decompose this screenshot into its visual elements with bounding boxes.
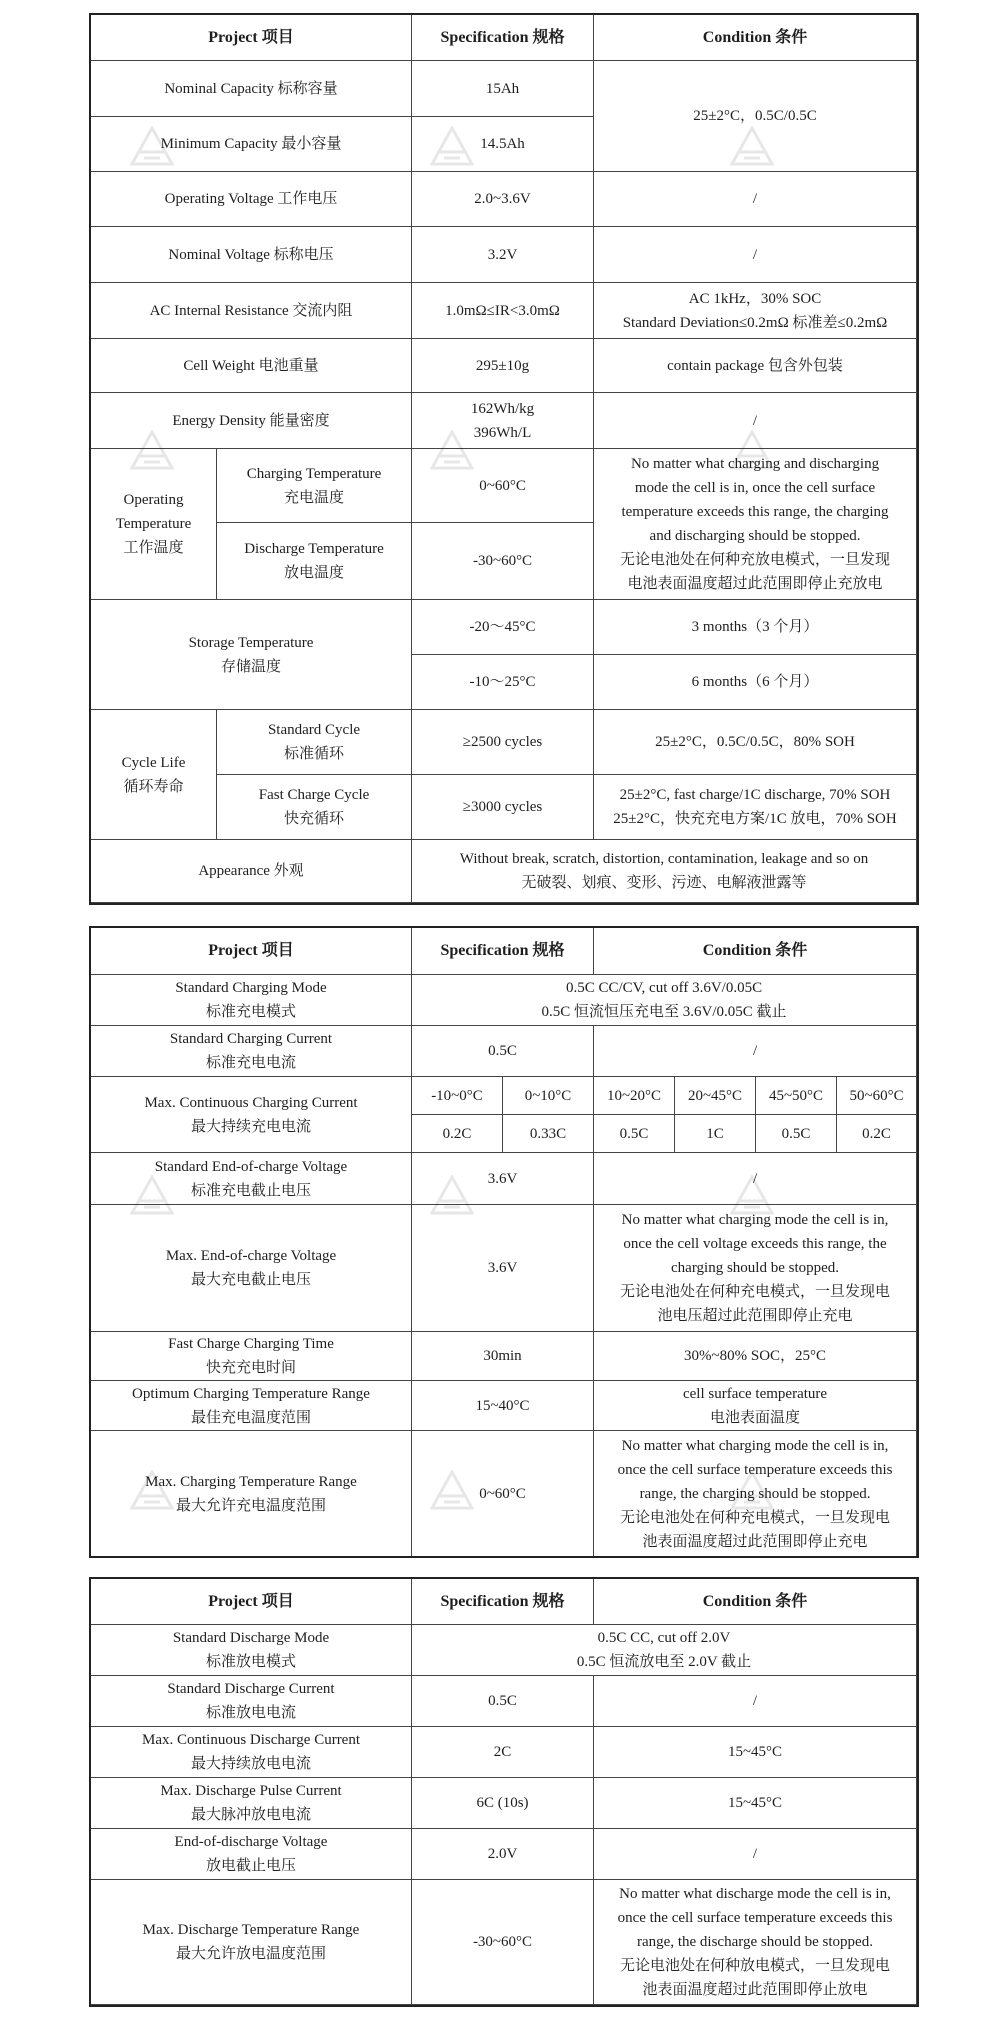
ac-resistance-spec: 1.0mΩ≤IR<3.0mΩ — [412, 283, 594, 339]
ac-resistance-condition-line: Standard Deviation≤0.2mΩ 标准差≤0.2mΩ — [622, 314, 888, 331]
std-eoc-voltage-spec: 3.6V — [412, 1153, 594, 1205]
std-charging-current-spec: 0.5C — [412, 1026, 594, 1077]
std-discharge-current-line: 标准放电电流 — [205, 1705, 296, 1721]
max-charging-temp-condition-line: No matter what charging mode the cell is in, — [621, 1438, 889, 1454]
fast-charge-time-label — [91, 1332, 412, 1381]
ac-resistance-label: AC Internal Resistance 交流内阻 — [91, 283, 412, 339]
optimum-charging-temp-condition-line: 电池表面温度 — [710, 1409, 801, 1426]
nominal-capacity-label: Nominal Capacity 标称容量 — [91, 61, 412, 117]
header-project: Project 项目 — [91, 1579, 412, 1625]
table-row — [91, 1205, 917, 1332]
charging-temperature-label — [217, 449, 412, 523]
fast-charge-time-line: Fast Charge Charging Time — [168, 1336, 334, 1352]
operating-temperature-group-line: 工作温度 — [123, 540, 184, 556]
header-specification: Specification 规格 — [412, 928, 594, 975]
operating-temperature-condition-line: mode the cell is in, once the cell surface — [634, 480, 876, 496]
header-condition: Condition 条件 — [594, 928, 917, 975]
appearance-spec-line: 无破裂、划痕、变形、污迹、电解液泄露等 — [521, 875, 807, 891]
fast-charge-cycle-line: 快充循环 — [284, 811, 345, 827]
std-discharge-mode-spec-line: 0.5C 恒流放电至 2.0V 截止 — [576, 1654, 752, 1670]
charging-rate-cell: 1C — [675, 1115, 756, 1153]
charging-range-cell: 50~60°C — [837, 1077, 917, 1115]
table-row — [91, 283, 917, 339]
optimum-charging-temp-line: 最佳充电温度范围 — [190, 1409, 311, 1426]
appearance-spec-line: Without break, scratch, distortion, contamination, leakage and so on — [459, 851, 869, 867]
std-charging-current-condition: / — [594, 1026, 917, 1077]
ac-resistance-condition — [594, 283, 917, 339]
nominal-voltage-condition: / — [594, 227, 917, 283]
max-charging-temp-condition-line: once the cell surface temperature exceeds this — [617, 1462, 893, 1478]
max-eoc-voltage-condition — [594, 1205, 917, 1332]
optimum-charging-temp-condition-line: cell surface temperature — [682, 1385, 828, 1402]
discharge-temperature-label — [217, 523, 412, 600]
max-cont-discharge-condition: 15~45°C — [594, 1727, 917, 1778]
eod-voltage-condition: / — [594, 1829, 917, 1880]
ac-resistance-condition-line: AC 1kHz，30% SOC — [688, 290, 822, 307]
minimum-capacity-spec: 14.5Ah — [412, 117, 594, 172]
standard-cycle-condition: 25±2°C，0.5C/0.5C，80% SOH — [594, 710, 917, 775]
std-charging-mode-line: Standard Charging Mode — [175, 980, 327, 996]
table-row — [91, 1332, 917, 1381]
max-discharge-temp-line: Max. Discharge Temperature Range — [142, 1922, 360, 1938]
header-condition: Condition 条件 — [594, 15, 917, 61]
std-discharge-current-line: Standard Discharge Current — [167, 1681, 335, 1697]
std-discharge-mode-label — [91, 1625, 412, 1676]
fast-charge-time-condition: 30%~80% SOC，25°C — [594, 1332, 917, 1381]
max-charging-temp-condition-line: range, the charging should be stopped. — [639, 1486, 871, 1502]
header-project: Project 项目 — [91, 928, 412, 975]
max-eoc-voltage-label — [91, 1205, 412, 1332]
table-row — [91, 710, 917, 775]
energy-density-spec-line: 396Wh/L — [473, 424, 532, 441]
charging-rate-cell: 0.33C — [503, 1115, 594, 1153]
table-row — [91, 1625, 917, 1676]
table-header-row — [91, 15, 917, 61]
max-eoc-voltage-condition-line: charging should be stopped. — [671, 1260, 840, 1276]
standard-cycle-line: 标准循环 — [284, 746, 345, 762]
operating-temperature-group — [91, 449, 217, 600]
max-charging-temp-label — [91, 1431, 412, 1558]
storage-temperature-label — [91, 600, 412, 710]
optimum-charging-temp-line: Optimum Charging Temperature Range — [132, 1385, 370, 1402]
table-row — [91, 172, 917, 227]
table-row — [91, 1381, 917, 1431]
max-pulse-discharge-line: Max. Discharge Pulse Current — [160, 1783, 342, 1799]
max-cont-charging-line: 最大持续充电电流 — [190, 1118, 311, 1135]
max-eoc-voltage-line: 最大充电截止电压 — [190, 1272, 311, 1288]
energy-density-label: Energy Density 能量密度 — [91, 393, 412, 449]
std-discharge-current-spec: 0.5C — [412, 1676, 594, 1727]
operating-voltage-spec: 2.0~3.6V — [412, 172, 594, 227]
energy-density-spec-line: 162Wh/kg — [470, 400, 535, 417]
max-eoc-voltage-condition-line: 无论电池处在何种充电模式，一旦发现电 — [620, 1284, 891, 1300]
std-discharge-mode-line: Standard Discharge Mode — [172, 1630, 330, 1646]
storage-temperature-condition-a: 3 months（3 个月） — [594, 600, 917, 655]
table-row — [91, 600, 917, 655]
fast-charge-cycle-condition — [594, 775, 917, 840]
max-pulse-discharge-spec: 6C (10s) — [412, 1778, 594, 1829]
max-discharge-temp-condition-line: 池表面温度超过此范围即停止放电 — [642, 1982, 868, 1998]
fast-charge-cycle-line: Fast Charge Cycle — [258, 787, 370, 803]
eod-voltage-spec: 2.0V — [412, 1829, 594, 1880]
max-cont-discharge-spec: 2C — [412, 1727, 594, 1778]
std-charging-mode-spec — [412, 975, 917, 1026]
table-row — [91, 449, 917, 523]
fast-charge-cycle-spec: ≥3000 cycles — [412, 775, 594, 840]
cell-weight-condition: contain package 包含外包装 — [594, 339, 917, 393]
charging-range-cell: 45~50°C — [756, 1077, 837, 1115]
optimum-charging-temp-spec: 15~40°C — [412, 1381, 594, 1431]
max-discharge-temp-spec: -30~60°C — [412, 1880, 594, 2005]
max-charging-temp-condition-line: 无论电池处在何种充电模式，一旦发现电 — [620, 1510, 891, 1526]
nominal-voltage-label: Nominal Voltage 标称电压 — [91, 227, 412, 283]
discharge-temperature-spec: -30~60°C — [412, 523, 594, 600]
max-charging-temp-condition — [594, 1431, 917, 1558]
max-eoc-voltage-line: Max. End-of-charge Voltage — [165, 1248, 337, 1264]
eod-voltage-label — [91, 1829, 412, 1880]
operating-temperature-condition-line: temperature exceeds this range, the charging — [621, 504, 889, 520]
max-charging-temp-spec: 0~60°C — [412, 1431, 594, 1558]
table-row — [91, 1676, 917, 1727]
std-charging-current-line: Standard Charging Current — [169, 1031, 333, 1047]
max-eoc-voltage-condition-line: No matter what charging mode the cell is in, — [621, 1212, 889, 1228]
max-pulse-discharge-line: 最大脉冲放电电流 — [190, 1807, 311, 1823]
table-row — [91, 1727, 917, 1778]
table-row — [91, 975, 917, 1026]
max-charging-temp-line: Max. Charging Temperature Range — [145, 1474, 357, 1490]
table-row — [91, 393, 917, 449]
max-cont-discharge-label — [91, 1727, 412, 1778]
charging-range-cell: 0~10°C — [503, 1077, 594, 1115]
charging-range-cell: 20~45°C — [675, 1077, 756, 1115]
discharge-temperature-line: Discharge Temperature — [244, 541, 384, 557]
cycle-life-group-line: 循环寿命 — [123, 778, 184, 795]
appearance-spec — [412, 840, 917, 903]
table-row — [91, 1431, 917, 1558]
fast-charge-cycle-label — [217, 775, 412, 840]
spec-table-general — [90, 14, 917, 903]
energy-density-condition: / — [594, 393, 917, 449]
cell-weight-spec: 295±10g — [412, 339, 594, 393]
std-charging-mode-spec-line: 0.5C CC/CV, cut off 3.6V/0.05C — [565, 980, 763, 996]
max-discharge-temp-condition-line: once the cell surface temperature exceeds this — [617, 1910, 893, 1926]
std-discharge-mode-spec-line: 0.5C CC, cut off 2.0V — [597, 1630, 731, 1646]
std-charging-mode-label — [91, 975, 412, 1026]
eod-voltage-line: 放电截止电压 — [205, 1858, 296, 1874]
std-discharge-current-label — [91, 1676, 412, 1727]
std-eoc-voltage-line: 标准充电截止电压 — [190, 1182, 311, 1199]
nominal-voltage-spec: 3.2V — [412, 227, 594, 283]
table-row — [91, 1829, 917, 1880]
table-row — [91, 1880, 917, 2005]
table-header-row — [91, 928, 917, 975]
max-eoc-voltage-spec: 3.6V — [412, 1205, 594, 1332]
header-project: Project 项目 — [91, 15, 412, 61]
max-discharge-temp-condition-line: 无论电池处在何种放电模式，一旦发现电 — [619, 1958, 890, 1974]
charging-rate-cell: 0.5C — [594, 1115, 675, 1153]
std-discharge-current-condition: / — [594, 1676, 917, 1727]
max-pulse-discharge-condition: 15~45°C — [594, 1778, 917, 1829]
std-charging-current-label — [91, 1026, 412, 1077]
std-charging-current-line: 标准充电电流 — [205, 1055, 296, 1071]
storage-temperature-line: Storage Temperature — [188, 634, 314, 651]
charging-temperature-spec: 0~60°C — [412, 449, 594, 523]
spec-table-discharging — [90, 1578, 917, 2005]
storage-temperature-spec-b: -10～25°C — [412, 655, 594, 710]
std-eoc-voltage-label — [91, 1153, 412, 1205]
max-pulse-discharge-label — [91, 1778, 412, 1829]
standard-cycle-spec: ≥2500 cycles — [412, 710, 594, 775]
standard-cycle-label — [217, 710, 412, 775]
table-row — [91, 61, 917, 117]
storage-temperature-spec-a: -20～45°C — [412, 600, 594, 655]
max-cont-charging-line: Max. Continuous Charging Current — [144, 1094, 358, 1111]
optimum-charging-temp-condition — [594, 1381, 917, 1431]
max-eoc-voltage-condition-line: 池电压超过此范围即停止充电 — [657, 1308, 853, 1324]
charging-rate-cell: 0.2C — [412, 1115, 503, 1153]
max-charging-temp-line: 最大允许充电温度范围 — [175, 1498, 326, 1514]
std-discharge-mode-spec — [412, 1625, 917, 1676]
discharge-temperature-line: 放电温度 — [284, 565, 345, 581]
nominal-capacity-spec: 15Ah — [412, 61, 594, 117]
eod-voltage-line: End-of-discharge Voltage — [174, 1834, 328, 1850]
table-header-row — [91, 1579, 917, 1625]
cycle-life-group-line: Cycle Life — [121, 754, 186, 771]
operating-voltage-label: Operating Voltage 工作电压 — [91, 172, 412, 227]
charging-temperature-line: 充电温度 — [284, 489, 345, 506]
max-discharge-temp-line: 最大允许放电温度范围 — [175, 1946, 326, 1962]
charging-temperature-line: Charging Temperature — [246, 465, 382, 482]
storage-temperature-line: 存储温度 — [221, 658, 282, 675]
header-specification: Specification 规格 — [412, 1579, 594, 1625]
max-eoc-voltage-condition-line: once the cell voltage exceeds this range, the — [623, 1236, 887, 1252]
std-charging-mode-spec-line: 0.5C 恒流恒压充电至 3.6V/0.05C 截止 — [541, 1004, 787, 1020]
operating-temperature-condition-line: No matter what charging and discharging — [630, 456, 880, 472]
table-row — [91, 1778, 917, 1829]
charging-rate-cell: 0.2C — [837, 1115, 917, 1153]
operating-temperature-condition-line: 电池表面温度超过此范围即停止充放电 — [627, 576, 883, 592]
minimum-capacity-label: Minimum Capacity 最小容量 — [91, 117, 412, 172]
table-row — [91, 1077, 917, 1115]
std-charging-mode-line: 标准充电模式 — [205, 1004, 296, 1020]
table-row — [91, 840, 917, 903]
energy-density-spec — [412, 393, 594, 449]
appearance-label: Appearance 外观 — [91, 840, 412, 903]
operating-temperature-condition-line: and discharging should be stopped. — [649, 528, 861, 544]
std-eoc-voltage-condition: / — [594, 1153, 917, 1205]
max-discharge-temp-condition-line: No matter what discharge mode the cell is in, — [619, 1886, 891, 1902]
fast-charge-cycle-condition-line: 25±2°C，快充充电方案/1C 放电，70% SOH — [613, 811, 897, 827]
max-charging-temp-condition-line: 池表面温度超过此范围即停止充电 — [642, 1534, 868, 1550]
operating-temperature-group-line: Operating — [123, 492, 184, 508]
charging-range-cell: 10~20°C — [594, 1077, 675, 1115]
max-discharge-temp-condition-line: range, the discharge should be stopped. — [637, 1934, 873, 1950]
max-cont-discharge-line: Max. Continuous Discharge Current — [141, 1732, 361, 1748]
table-row — [91, 1026, 917, 1077]
optimum-charging-temp-label — [91, 1381, 412, 1431]
fast-charge-cycle-condition-line: 25±2°C, fast charge/1C discharge, 70% SOH — [619, 787, 891, 803]
charging-range-cell: -10~0°C — [412, 1077, 503, 1115]
max-discharge-temp-label — [91, 1880, 412, 2005]
operating-temperature-condition-line: 无论电池处在何种充放电模式，一旦发现 — [620, 552, 891, 568]
fast-charge-time-line: 快充充电时间 — [205, 1360, 296, 1376]
table-row — [91, 227, 917, 283]
operating-voltage-condition: / — [594, 172, 917, 227]
cell-weight-label: Cell Weight 电池重量 — [91, 339, 412, 393]
spec-table-charging — [90, 927, 917, 1558]
cycle-life-group — [91, 710, 217, 840]
header-specification: Specification 规格 — [412, 15, 594, 61]
operating-temperature-group-line: Temperature — [115, 516, 192, 532]
fast-charge-time-spec: 30min — [412, 1332, 594, 1381]
charging-rate-cell: 0.5C — [756, 1115, 837, 1153]
header-condition: Condition 条件 — [594, 1579, 917, 1625]
standard-cycle-line: Standard Cycle — [267, 722, 361, 738]
max-cont-discharge-line: 最大持续放电电流 — [190, 1756, 311, 1772]
table-row — [91, 339, 917, 393]
std-eoc-voltage-line: Standard End-of-charge Voltage — [154, 1158, 348, 1175]
storage-temperature-condition-b: 6 months（6 个月） — [594, 655, 917, 710]
std-discharge-mode-line: 标准放电模式 — [205, 1654, 296, 1670]
capacity-condition: 25±2°C，0.5C/0.5C — [594, 61, 917, 172]
max-cont-charging-label — [91, 1077, 412, 1153]
operating-temperature-condition — [594, 449, 917, 600]
table-row — [91, 1153, 917, 1205]
max-discharge-temp-condition — [594, 1880, 917, 2005]
